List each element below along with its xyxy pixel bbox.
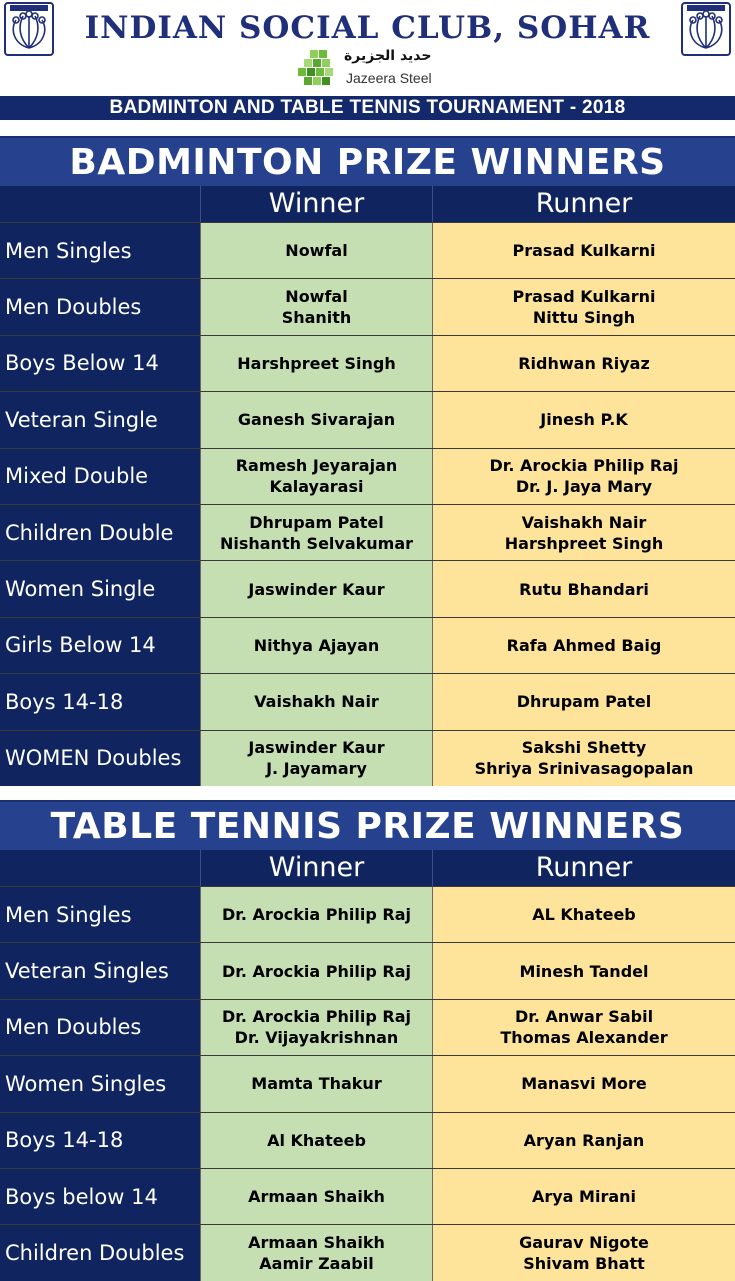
table-tennis-column-header: [0, 850, 735, 886]
winner-name: Nowfal: [285, 287, 348, 307]
winner-name: J. Jayamary: [266, 759, 367, 779]
tournament-banner: BADMINTON AND TABLE TENNIS TOURNAMENT - 2018: [0, 96, 735, 120]
runner-cell: [432, 887, 735, 942]
table-row: [0, 391, 735, 447]
runner-name: Gaurav Nigote: [519, 1233, 649, 1253]
winner-cell: [200, 561, 432, 616]
runner-cell: [432, 1000, 735, 1055]
winner-name: Al Khateeb: [267, 1130, 366, 1150]
runner-name: Minesh Tandel: [519, 961, 649, 981]
table-row: [0, 730, 735, 786]
badminton-column-header: [0, 186, 735, 222]
winner-name: Jaswinder Kaur: [248, 738, 385, 758]
winner-cell: [200, 887, 432, 942]
runner-name: Prasad Kulkarni: [512, 287, 656, 307]
table-row: [0, 1168, 735, 1224]
runner-column-header: Runner: [432, 186, 735, 222]
winner-name: Dr. Arockia Philip Raj: [222, 905, 411, 925]
cube-stack-icon: [296, 50, 340, 88]
runner-name: Shivam Bhatt: [523, 1254, 645, 1274]
winner-name: Armaan Shaikh: [248, 1187, 385, 1207]
winner-name: Nithya Ajayan: [253, 635, 380, 655]
table-tennis-section: [0, 800, 735, 1281]
category-cell: Mixed Double: [0, 449, 200, 504]
runner-name: Vaishakh Nair: [521, 512, 647, 532]
runner-name: Ridhwan Riyaz: [518, 353, 650, 373]
winner-cell: [200, 505, 432, 560]
winner-cell: [200, 279, 432, 334]
winner-name: Dr. Arockia Philip Raj: [222, 961, 411, 981]
winner-name: Nowfal: [285, 241, 348, 261]
club-title: INDIAN SOCIAL CLUB, SOHAR: [84, 10, 651, 46]
runner-cell: [432, 336, 735, 391]
winner-column-header: Winner: [200, 850, 432, 886]
winner-cell: [200, 943, 432, 998]
category-cell: Children Double: [0, 505, 200, 560]
runner-cell: [432, 449, 735, 504]
winner-name: Aamir Zaabil: [259, 1254, 374, 1274]
runner-cell: [432, 1056, 735, 1111]
winner-cell: [200, 223, 432, 278]
winner-name: Kalayarasi: [269, 477, 364, 497]
sponsor-name-arabic: حديد الجزيرة: [344, 48, 432, 64]
sponsor-logo: [296, 48, 446, 90]
winner-name: Harshpreet Singh: [237, 353, 396, 373]
runner-cell: [432, 561, 735, 616]
table-row: [0, 448, 735, 504]
table-row: [0, 1112, 735, 1168]
runner-cell: [432, 279, 735, 334]
category-cell: Veteran Single: [0, 392, 200, 447]
category-cell: Men Singles: [0, 223, 200, 278]
category-cell: Boys 14-18: [0, 1113, 200, 1168]
runner-name: Harshpreet Singh: [504, 533, 664, 553]
winner-cell: [200, 449, 432, 504]
winner-cell: [200, 392, 432, 447]
category-cell: Veteran Singles: [0, 943, 200, 998]
page-header: [0, 0, 735, 118]
winner-cell: [200, 1056, 432, 1111]
runner-cell: [432, 1113, 735, 1168]
runner-cell: [432, 674, 735, 729]
table-row: [0, 673, 735, 729]
category-cell: Boys Below 14: [0, 336, 200, 391]
runner-cell: [432, 943, 735, 998]
runner-cell: [432, 618, 735, 673]
badminton-title: BADMINTON PRIZE WINNERS: [0, 136, 735, 186]
winner-cell: [200, 1000, 432, 1055]
badminton-rows: [0, 222, 735, 786]
badminton-section: [0, 136, 735, 786]
winner-cell: [200, 336, 432, 391]
winner-name: Dr. Arockia Philip Raj: [222, 1007, 411, 1027]
winner-cell: [200, 618, 432, 673]
winner-cell: [200, 1169, 432, 1224]
runner-name: Dhrupam Patel: [516, 692, 652, 712]
winner-name: Ramesh Jeyarajan: [235, 456, 398, 476]
runner-cell: [432, 392, 735, 447]
table-row: [0, 1224, 735, 1280]
winner-name: Dhrupam Patel: [249, 512, 384, 532]
winner-cell: [200, 1225, 432, 1280]
runner-name: Dr. Arockia Philip Raj: [489, 456, 679, 476]
runner-name: Nittu Singh: [532, 308, 636, 328]
category-cell: Men Singles: [0, 887, 200, 942]
runner-cell: [432, 1225, 735, 1280]
category-cell: Women Single: [0, 561, 200, 616]
winner-column-header: Winner: [200, 186, 432, 222]
winner-name: Ganesh Sivarajan: [237, 410, 396, 430]
runner-name: Dr. J. Jaya Mary: [515, 477, 653, 497]
table-row: [0, 278, 735, 334]
winner-name: Armaan Shaikh: [248, 1233, 385, 1253]
category-cell: Men Doubles: [0, 279, 200, 334]
table-row: [0, 335, 735, 391]
runner-name: Sakshi Shetty: [521, 738, 647, 758]
winner-name: Mamta Thakur: [251, 1074, 382, 1094]
category-column-header: [0, 850, 200, 886]
runner-cell: [432, 1169, 735, 1224]
category-cell: Boys below 14: [0, 1169, 200, 1224]
table-row: [0, 560, 735, 616]
runner-name: Thomas Alexander: [500, 1028, 668, 1048]
category-cell: Boys 14-18: [0, 674, 200, 729]
runner-column-header: Runner: [432, 850, 735, 886]
runner-name: Prasad Kulkarni: [512, 241, 656, 261]
runner-name: Arya Mirani: [531, 1187, 637, 1207]
runner-name: Jinesh P.K: [540, 410, 628, 430]
winner-cell: [200, 731, 432, 786]
runner-name: AL Khateeb: [532, 905, 636, 925]
category-cell: WOMEN Doubles: [0, 731, 200, 786]
table-tennis-title: TABLE TENNIS PRIZE WINNERS: [0, 800, 735, 850]
table-tennis-rows: [0, 886, 735, 1281]
winner-name: Nishanth Selvakumar: [219, 533, 414, 553]
runner-name: Dr. Anwar Sabil: [514, 1007, 654, 1027]
runner-name: Shriya Srinivasagopalan: [474, 759, 694, 779]
runner-name: Manasvi More: [521, 1074, 647, 1094]
category-cell: Girls Below 14: [0, 618, 200, 673]
winner-cell: [200, 1113, 432, 1168]
runner-cell: [432, 223, 735, 278]
table-row: [0, 942, 735, 998]
category-cell: Children Doubles: [0, 1225, 200, 1280]
table-row: [0, 222, 735, 278]
table-row: [0, 1055, 735, 1111]
category-cell: Women Singles: [0, 1056, 200, 1111]
runner-name: Rafa Ahmed Baig: [506, 635, 662, 655]
sponsor-name-english: Jazeera Steel: [346, 70, 432, 86]
runner-cell: [432, 505, 735, 560]
winner-name: Jaswinder Kaur: [248, 579, 385, 599]
winner-name: Dr. Vijayakrishnan: [234, 1028, 399, 1048]
category-column-header: [0, 186, 200, 222]
category-cell: Men Doubles: [0, 1000, 200, 1055]
winner-name: Vaishakh Nair: [254, 692, 379, 712]
runner-name: Aryan Ranjan: [523, 1130, 645, 1150]
winner-name: Shanith: [281, 308, 352, 328]
table-row: [0, 504, 735, 560]
winner-cell: [200, 674, 432, 729]
table-row: [0, 617, 735, 673]
table-row: [0, 886, 735, 942]
runner-name: Rutu Bhandari: [519, 579, 649, 599]
peacock-emblem-icon: [681, 2, 731, 56]
table-row: [0, 999, 735, 1055]
runner-cell: [432, 731, 735, 786]
